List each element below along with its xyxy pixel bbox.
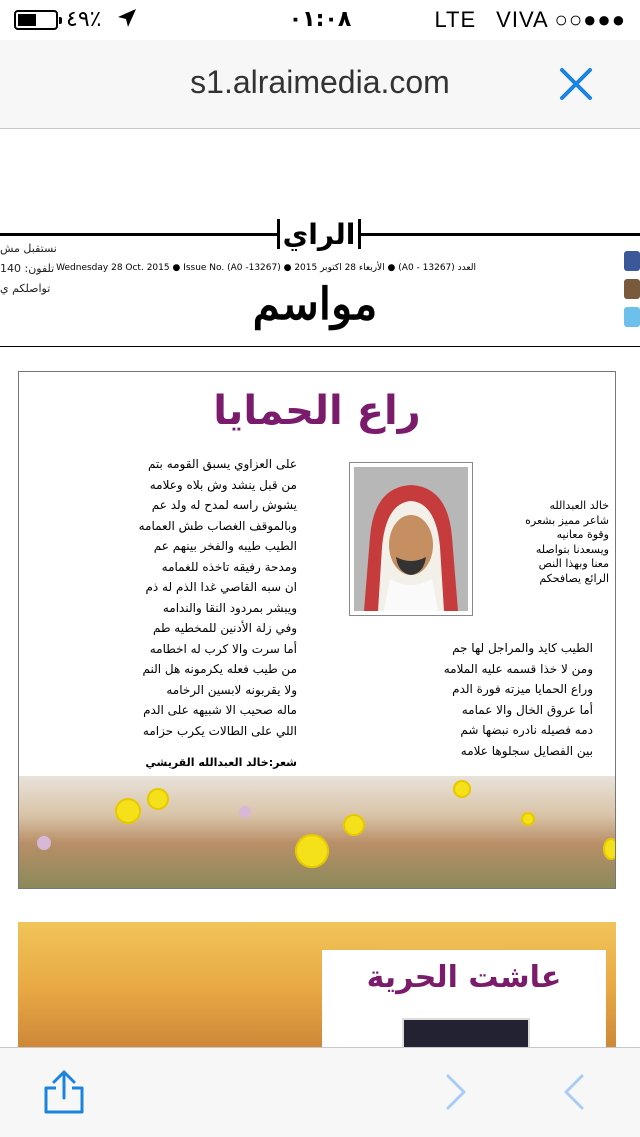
flower-decor xyxy=(147,788,169,810)
bio-line: وقوة معانيه xyxy=(556,528,609,541)
flower-decor xyxy=(239,806,251,818)
facebook-icon[interactable] xyxy=(624,251,640,271)
newspaper-logo: الراي xyxy=(279,215,359,255)
poem-line: دمه فصيله نادره نبضها شم xyxy=(460,723,593,737)
left-cut-text xyxy=(0,239,57,299)
bottom-toolbar xyxy=(0,1047,640,1137)
poem-line: ولا يقربونه لابسين الرخامه xyxy=(166,682,297,697)
article2-title: عاشت الحرية xyxy=(366,960,562,995)
next-article xyxy=(18,922,616,1047)
poem-column-right xyxy=(323,638,593,761)
flower-decor xyxy=(295,834,329,868)
flower-decor xyxy=(37,836,51,850)
poem-line: الطيب طيبه والفخر بينهم عم xyxy=(153,539,297,553)
flower-decor xyxy=(115,798,141,824)
flower-decor xyxy=(521,812,535,826)
flower-decor xyxy=(343,814,365,836)
poem-line: ومدحة رفيقه تاخذه للغمامه xyxy=(161,559,297,574)
newspaper-masthead xyxy=(0,129,640,349)
left-cut-line: تلفون: 140 xyxy=(0,262,55,275)
poem-line: وفي زلة الأدنين للمخطيه طم xyxy=(152,621,297,635)
poem-line: ومن لا خذا قسمه عليه الملامه xyxy=(443,661,593,676)
bio-line: الرائع يصافحكم xyxy=(539,571,609,585)
poem-line: أما سرت والا كرب له اخطامه xyxy=(149,641,297,656)
poem-article xyxy=(18,371,616,889)
poem-line: ماله صحيب الا شبيهه على الدم xyxy=(143,703,297,717)
article2-photo xyxy=(402,1018,530,1047)
poem-line: وبالموقف الغصاب طش العمامه xyxy=(138,518,297,533)
poem-line: من قبل ينشد وش بلاه وعلامه xyxy=(149,477,297,492)
status-time: ٠١:٠٨ xyxy=(288,7,352,32)
poet-bio xyxy=(509,499,609,586)
carrier-info xyxy=(434,7,626,33)
poem-line: بين الفصايل سجلوها علامه xyxy=(460,743,593,758)
bio-line: ويسعدنا بتواصله xyxy=(535,542,609,556)
flower-decor xyxy=(453,780,471,798)
poem-line: وراع الحمايا ميزته فورة الدم xyxy=(452,682,593,696)
close-icon[interactable] xyxy=(554,62,598,106)
share-icon[interactable] xyxy=(42,1068,86,1120)
poem-byline: شعر:خالد العبدالله القريشي xyxy=(145,756,297,769)
poem-line: ان سبه القاصي غدا الذم له ذم xyxy=(145,580,297,594)
left-cut-line: نستقبل مش xyxy=(0,242,57,255)
flower-decor xyxy=(603,838,615,860)
web-content[interactable] xyxy=(0,129,640,1047)
battery-percent: ٤٩٪ xyxy=(66,7,102,32)
poet-photo xyxy=(349,462,473,616)
article-title: راع الحمايا xyxy=(213,388,421,434)
url-text[interactable]: s1.alraimedia.com xyxy=(190,64,450,100)
url-bar xyxy=(0,40,640,129)
issue-line: العدد (13267 - A0) ● الأربعاء 28 اكتوبر 2015 ● Wednesday 28 Oct. 2015 ● Issue No. (A0 -13267) xyxy=(56,263,476,273)
left-cut-line: تواصلكم ي xyxy=(0,282,51,295)
poem-line: من طيب فعله يكرمونه هل النم xyxy=(142,662,297,676)
network-type: LTE xyxy=(434,7,477,32)
back-icon[interactable] xyxy=(560,1072,590,1116)
bio-line: معنا وبهذا النص xyxy=(538,557,609,570)
poem-column-left xyxy=(27,454,297,741)
masthead-bottom-rule xyxy=(0,346,640,347)
flowers-photo xyxy=(19,776,615,888)
status-bar xyxy=(0,0,640,40)
bio-line: خالد العبدالله xyxy=(549,499,609,512)
poem-line: يشوش راسه لمدح له ولد عم xyxy=(151,498,297,512)
poem-line: اللي على الطالات يكرب حزامه xyxy=(142,723,297,738)
poem-line: الطيب كايد والمراجل لها جم xyxy=(452,641,593,655)
twitter-icon[interactable] xyxy=(624,307,640,327)
poem-line: على العزاوي يسبق القومه بتم xyxy=(147,457,297,471)
forward-icon[interactable] xyxy=(440,1072,470,1116)
section-title: مواسم xyxy=(252,279,378,330)
instagram-icon[interactable] xyxy=(624,279,640,299)
bio-line: شاعر مميز بشعره xyxy=(525,513,609,527)
article2-panel xyxy=(322,950,606,1047)
poem-line: أما عروق الخال والا عمامه xyxy=(461,702,593,717)
poem-line: ويبشر بمردود النقا والندامه xyxy=(162,600,297,615)
carrier-name: VIVA ○○●●● xyxy=(496,7,626,32)
